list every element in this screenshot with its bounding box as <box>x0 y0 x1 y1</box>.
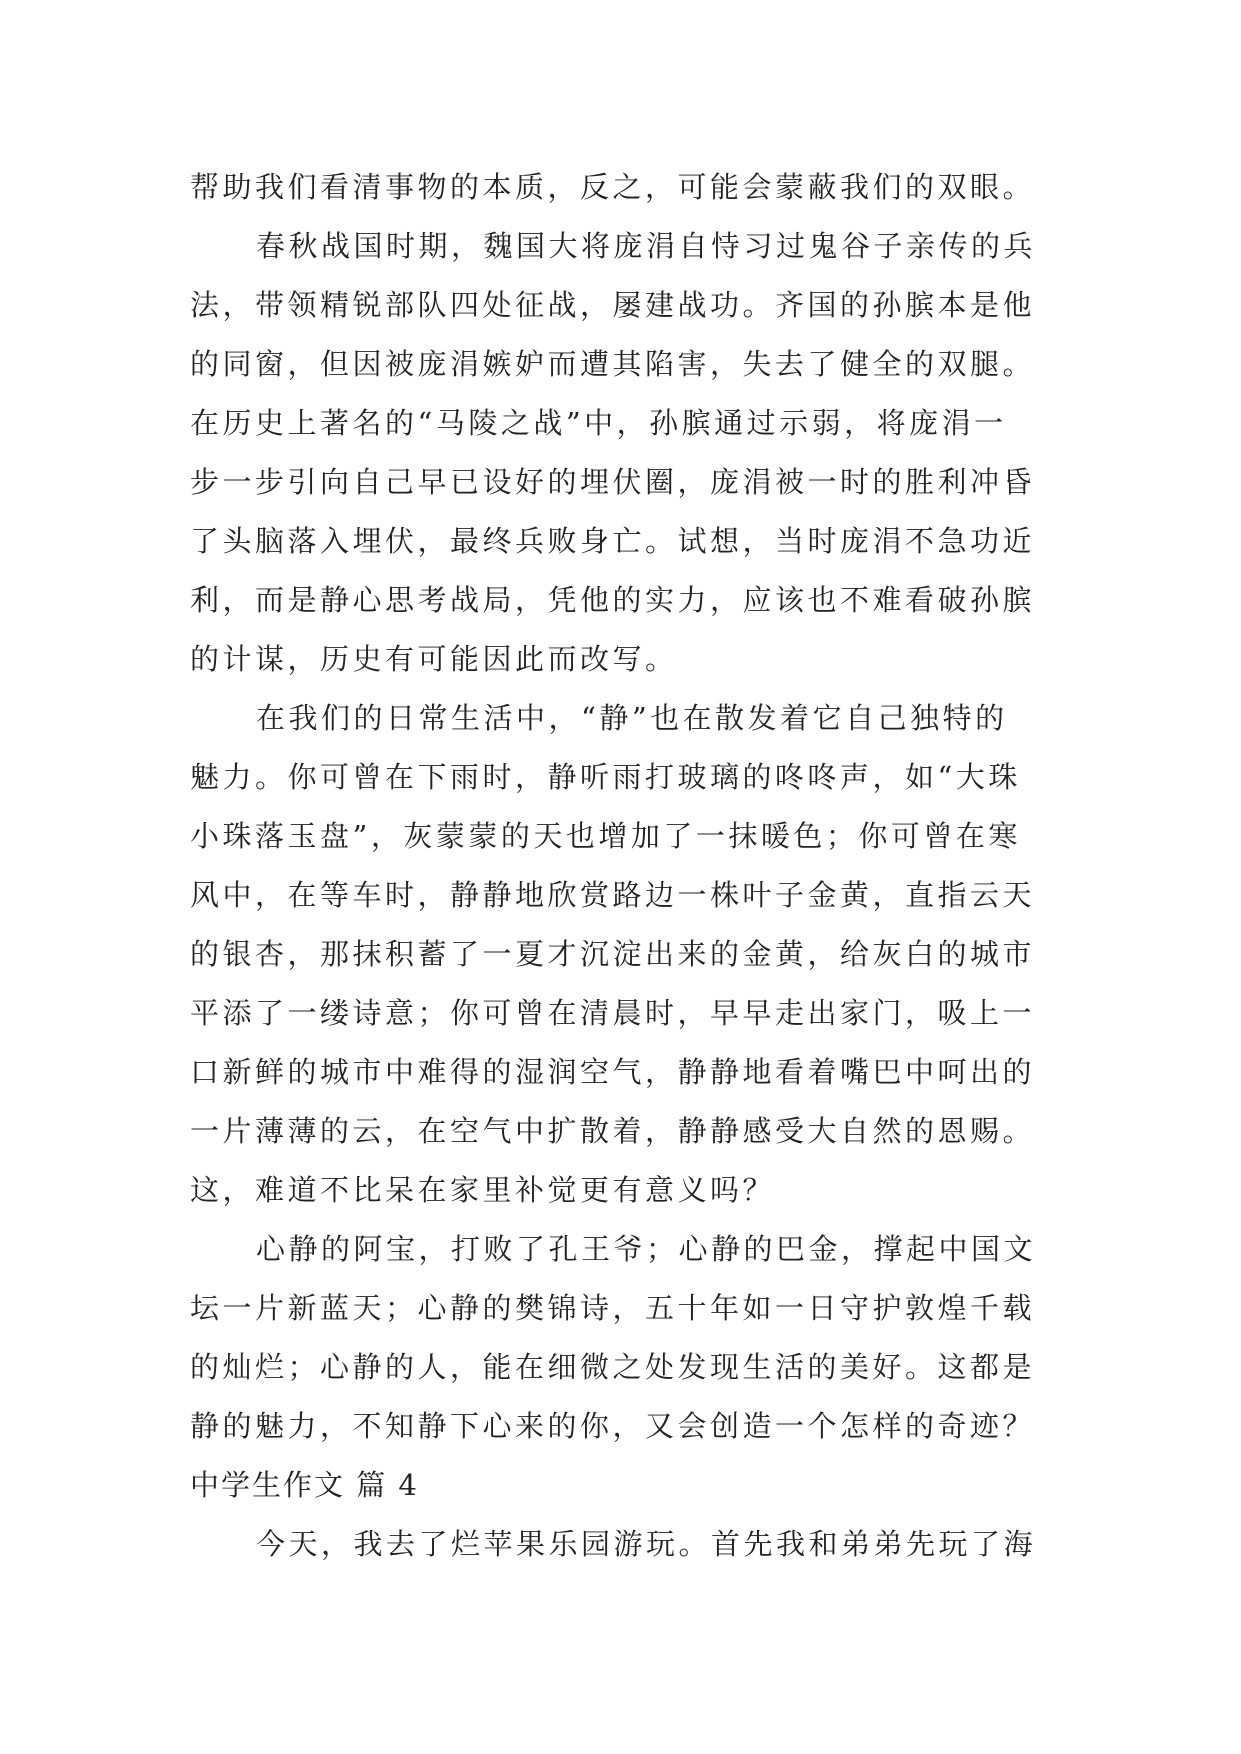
text-line: 心静的阿宝，打败了孔王爷；心静的巴金，撑起中国文 <box>256 1232 1037 1266</box>
text-line: 在历史上著名的“马陵之战”中，孙膑通过示弱，将庞涓一 <box>190 406 1007 440</box>
text-line: 的银杏，那抹积蓄了一夏才沉淀出来的金黄，给灰白的城市 <box>190 937 1036 971</box>
text-line: 帮助我们看清事物的本质，反之，可能会蒙蔽我们的双眼。 <box>190 170 1036 204</box>
text-line: 小珠落玉盘”，灰蒙蒙的天也增加了一抹暖色；你可曾在寒 <box>190 819 1021 853</box>
text-line: 在我们的日常生活中，“静”也在散发着它自己独特的 <box>256 701 1008 735</box>
text-line: 口新鲜的城市中难得的湿润空气，静静地看着嘴巴中呵出的 <box>190 1055 1036 1089</box>
text-line: 今天，我去了烂苹果乐园游玩。首先我和弟弟先玩了海 <box>256 1527 1037 1561</box>
text-line: 静的魅力，不知静下心来的你，又会创造一个怎样的奇迹？ <box>190 1409 1036 1443</box>
text-line: 的同窗，但因被庞涓嫉妒而遭其陷害，失去了健全的双腿。 <box>190 347 1036 381</box>
text-line: 平添了一缕诗意；你可曾在清晨时，早早走出家门，吸上一 <box>190 996 1036 1030</box>
text-line: 一片薄薄的云，在空气中扩散着，静静感受大自然的恩赐。 <box>190 1114 1036 1148</box>
text-line: 坛一片新蓝天；心静的樊锦诗，五十年如一日守护敦煌千载 <box>190 1291 1036 1325</box>
text-line: 利，而是静心思考战局，凭他的实力，应该也不难看破孙膑 <box>190 583 1036 617</box>
text-line: 了头脑落入埋伏，最终兵败身亡。试想，当时庞涓不急功近 <box>190 524 1036 558</box>
text-line: 步一步引向自己早已设好的埋伏圈，庞涓被一时的胜利冲昏 <box>190 465 1036 499</box>
text-line: 的计谋，历史有可能因此而改写。 <box>190 642 678 676</box>
text-line: 魅力。你可曾在下雨时，静听雨打玻璃的咚咚声，如“大珠 <box>190 760 1021 794</box>
section-heading: 中学生作文 篇 4 <box>190 1468 419 1502</box>
text-line: 的灿烂；心静的人，能在细微之处发现生活的美好。这都是 <box>190 1350 1036 1384</box>
text-line: 风中，在等车时，静静地欣赏路边一株叶子金黄，直指云天 <box>190 878 1036 912</box>
document-page <box>190 158 1072 1574</box>
text-line: 春秋战国时期，魏国大将庞涓自恃习过鬼谷子亲传的兵 <box>256 229 1037 263</box>
text-line: 这，难道不比呆在家里补觉更有意义吗？ <box>190 1173 776 1207</box>
text-line: 法，带领精锐部队四处征战，屡建战功。齐国的孙膑本是他 <box>190 288 1036 322</box>
